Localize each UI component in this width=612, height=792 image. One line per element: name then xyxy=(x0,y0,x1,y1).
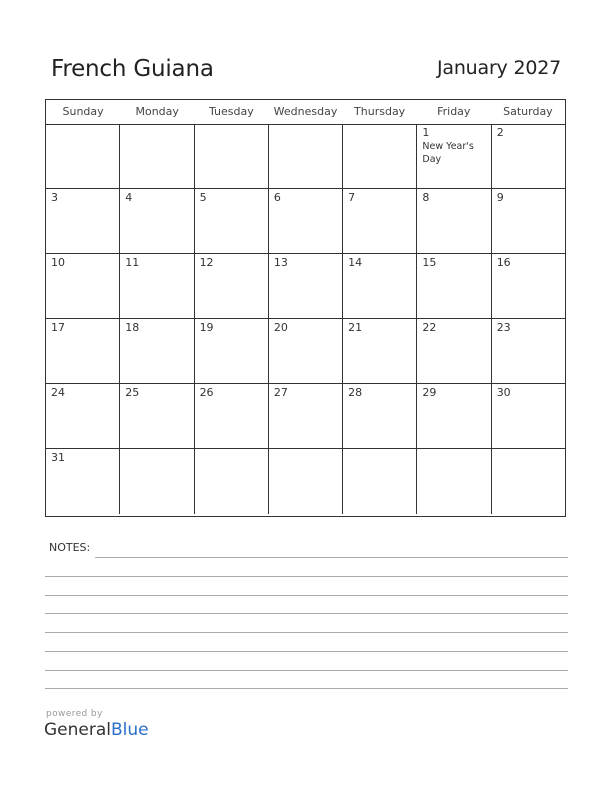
day-cell-empty xyxy=(46,124,120,188)
day-number: 25 xyxy=(125,386,140,399)
day-number: 19 xyxy=(199,321,214,334)
week-row xyxy=(46,254,565,319)
day-cell-11 xyxy=(120,254,194,318)
day-cell-9 xyxy=(492,189,565,253)
day-cell-25 xyxy=(120,384,194,448)
week-row xyxy=(46,189,565,254)
brand-general: General xyxy=(44,720,111,740)
day-cell-27 xyxy=(269,384,343,448)
day-cell-15 xyxy=(417,254,491,318)
note-line xyxy=(45,670,568,671)
day-number: 24 xyxy=(51,386,65,399)
day-number: 30 xyxy=(496,386,511,399)
day-cell-28 xyxy=(343,384,417,448)
note-line xyxy=(45,651,568,652)
day-number: 18 xyxy=(125,321,140,334)
week-row xyxy=(46,384,565,449)
day-cell-empty xyxy=(269,124,343,188)
day-cell-14 xyxy=(343,254,417,318)
day-cell-10 xyxy=(46,254,120,318)
day-cell-8 xyxy=(417,189,491,253)
day-number: 13 xyxy=(273,256,288,269)
day-cell-21 xyxy=(343,319,417,383)
weekday-monday: Monday xyxy=(135,105,179,118)
week-row xyxy=(46,449,565,514)
weekday-thursday: Thursday xyxy=(354,105,406,118)
day-number: 3 xyxy=(51,191,58,204)
day-cell-empty xyxy=(120,449,194,514)
day-number: 8 xyxy=(422,191,430,204)
day-number: 17 xyxy=(51,321,65,334)
note-line xyxy=(45,576,568,577)
day-cell-empty xyxy=(195,449,269,514)
note-line xyxy=(45,688,568,689)
day-cell-6 xyxy=(269,189,343,253)
day-cell-empty xyxy=(492,449,565,514)
weekday-header-row xyxy=(46,100,565,125)
day-number: 31 xyxy=(51,451,65,464)
day-cell-empty xyxy=(120,124,194,188)
day-cell-20 xyxy=(269,319,343,383)
day-cell-16 xyxy=(492,254,565,318)
weekday-wednesday: Wednesday xyxy=(273,105,338,118)
day-cell-5 xyxy=(195,189,269,253)
day-number: 2 xyxy=(496,126,504,139)
day-cell-13 xyxy=(269,254,343,318)
day-number: 28 xyxy=(348,386,363,399)
day-number: 11 xyxy=(125,256,140,269)
day-number: 15 xyxy=(422,256,437,269)
brand-blue: Blue xyxy=(111,720,149,740)
note-line xyxy=(45,632,568,633)
day-cell-30 xyxy=(492,384,565,448)
day-number: 4 xyxy=(125,191,133,204)
note-line xyxy=(95,557,568,558)
day-cell-empty xyxy=(343,124,417,188)
day-cell-7 xyxy=(343,189,417,253)
day-number: 26 xyxy=(199,386,214,399)
day-number: 5 xyxy=(199,191,207,204)
day-cell-12 xyxy=(195,254,269,318)
weekday-sunday: Sunday xyxy=(62,105,104,118)
day-cell-empty xyxy=(269,449,343,514)
day-cell-24 xyxy=(46,384,120,448)
day-number: 16 xyxy=(496,256,511,269)
week-row xyxy=(46,124,565,189)
day-number: 27 xyxy=(273,386,288,399)
day-number: 12 xyxy=(199,256,214,269)
day-number: 20 xyxy=(273,321,288,334)
notes-label: NOTES: xyxy=(49,541,91,554)
day-number: 29 xyxy=(422,386,437,399)
page-title: French Guiana xyxy=(51,56,214,82)
day-number: 6 xyxy=(273,191,281,204)
day-cell-4 xyxy=(120,189,194,253)
week-row xyxy=(46,319,565,384)
day-number: 9 xyxy=(496,191,504,204)
day-cell-18 xyxy=(120,319,194,383)
day-cell-empty xyxy=(417,449,491,514)
note-line xyxy=(45,595,568,596)
day-cell-1 xyxy=(417,124,491,188)
brand-logo xyxy=(44,720,149,740)
day-number: 21 xyxy=(348,321,363,334)
day-cell-17 xyxy=(46,319,120,383)
weekday-friday: Friday xyxy=(437,105,471,118)
day-cell-3 xyxy=(46,189,120,253)
day-number: 14 xyxy=(348,256,363,269)
day-number: 10 xyxy=(51,256,65,269)
day-cell-23 xyxy=(492,319,565,383)
day-cell-empty xyxy=(343,449,417,514)
calendar-days xyxy=(46,124,565,516)
powered-by-text: powered by xyxy=(46,709,103,719)
day-cell-26 xyxy=(195,384,269,448)
note-line xyxy=(45,613,568,614)
day-cell-31 xyxy=(46,449,120,514)
day-cell-2 xyxy=(492,124,565,188)
month-title: January 2027 xyxy=(436,57,561,79)
day-cell-22 xyxy=(417,319,491,383)
weekday-tuesday: Tuesday xyxy=(208,105,254,118)
day-number: 1 xyxy=(422,126,430,139)
calendar-grid xyxy=(45,99,566,517)
day-number: 23 xyxy=(496,321,511,334)
day-number: 7 xyxy=(348,191,356,204)
day-cell-19 xyxy=(195,319,269,383)
weekday-saturday: Saturday xyxy=(503,105,553,118)
day-number: 22 xyxy=(422,321,437,334)
holiday-label: New Year's Day xyxy=(422,141,474,165)
day-cell-29 xyxy=(417,384,491,448)
day-cell-empty xyxy=(195,124,269,188)
